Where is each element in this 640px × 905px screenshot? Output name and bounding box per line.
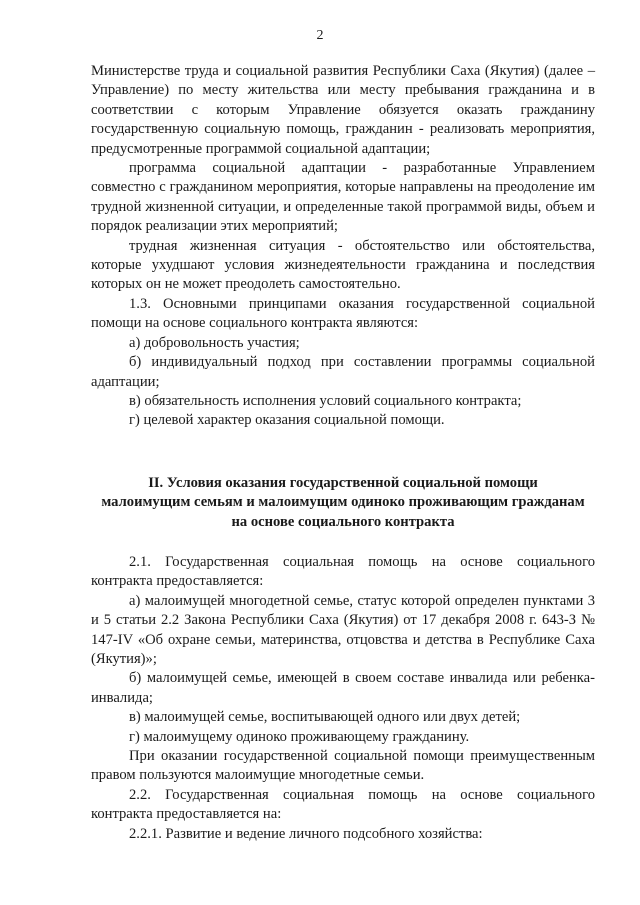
paragraph: б) индивидуальный подход при составлении программы социальной адаптации; — [91, 354, 595, 390]
paragraph: 2.1. Государственная социальная помощь на основе социального контракта предоставляется: — [91, 553, 595, 590]
paragraph: трудная жизненная ситуация - обстоятельство или обстоятельства, которые ухудшают условия жизнедеятельности гражданина и последствия которых он не может преодолеть самостоятельно. — [91, 237, 595, 293]
paragraph: Министерстве труда и социальной развития Республики Саха (Якутия) (далее – Управление) по месту жительства или месту пребывания гражданина и в соответствии с которым Управление обязуется оказать гражданину государственную социальную помощь, гражданин - реализовать мероприятия, предусмотренные программой социальной адаптации; — [91, 63, 595, 157]
section-heading-line: малоимущим семьям и малоимущим одиноко проживающим гражданам — [101, 494, 585, 511]
paragraph: г) малоимущему одиноко проживающему гражданину. — [129, 728, 470, 745]
section-two-body — [91, 553, 595, 844]
paragraph: а) добровольность участия; — [129, 334, 300, 351]
paragraph: г) целевой характер оказания социальной помощи. — [129, 412, 445, 429]
section-heading — [91, 474, 595, 532]
section-heading-line: II. Условия оказания государственной социальной помощи — [148, 474, 538, 491]
paragraph: в) обязательность исполнения условий социального контракта; — [129, 392, 522, 409]
paragraph: 2.2. Государственная социальная помощь на основе социального контракта предоставляется на: — [91, 786, 595, 823]
paragraph: б) малоимущей семье, имеющей в своем составе инвалида или ребенка-инвалида; — [91, 670, 595, 706]
section-one-continuation — [91, 62, 595, 431]
paragraph: программа социальной адаптации - разработанные Управлением совместно с гражданином мероприятия, которые направлены на преодоление им трудной жизненной ситуации, и определенные такой программой виды, объем и порядок реализации этих мероприятий; — [91, 160, 595, 235]
section-heading-line: на основе социального контракта — [231, 513, 455, 530]
page-number: 2 — [316, 28, 324, 43]
paragraph: 2.2.1. Развитие и ведение личного подсобного хозяйства: — [129, 825, 483, 842]
paragraph: 1.3. Основными принципами оказания государственной социальной помощи на основе социального контракта являются: — [91, 295, 595, 332]
paragraph: в) малоимущей семье, воспитывающей одного или двух детей; — [129, 709, 521, 726]
paragraph: а) малоимущей многодетной семье, статус которой определен пунктами 3 и 5 статьи 2.2 Закона Республики Саха (Якутия) от 17 декабря 2008 г. 643-З № 147-IV «Об охране семьи, материнства, отцовства и детства в Республике Саха (Якутия)»; — [91, 592, 595, 667]
document-body — [91, 62, 595, 844]
paragraph: При оказании государственной социальной помощи преимущественным правом пользуются малоимущие многодетные семьи. — [91, 748, 595, 784]
